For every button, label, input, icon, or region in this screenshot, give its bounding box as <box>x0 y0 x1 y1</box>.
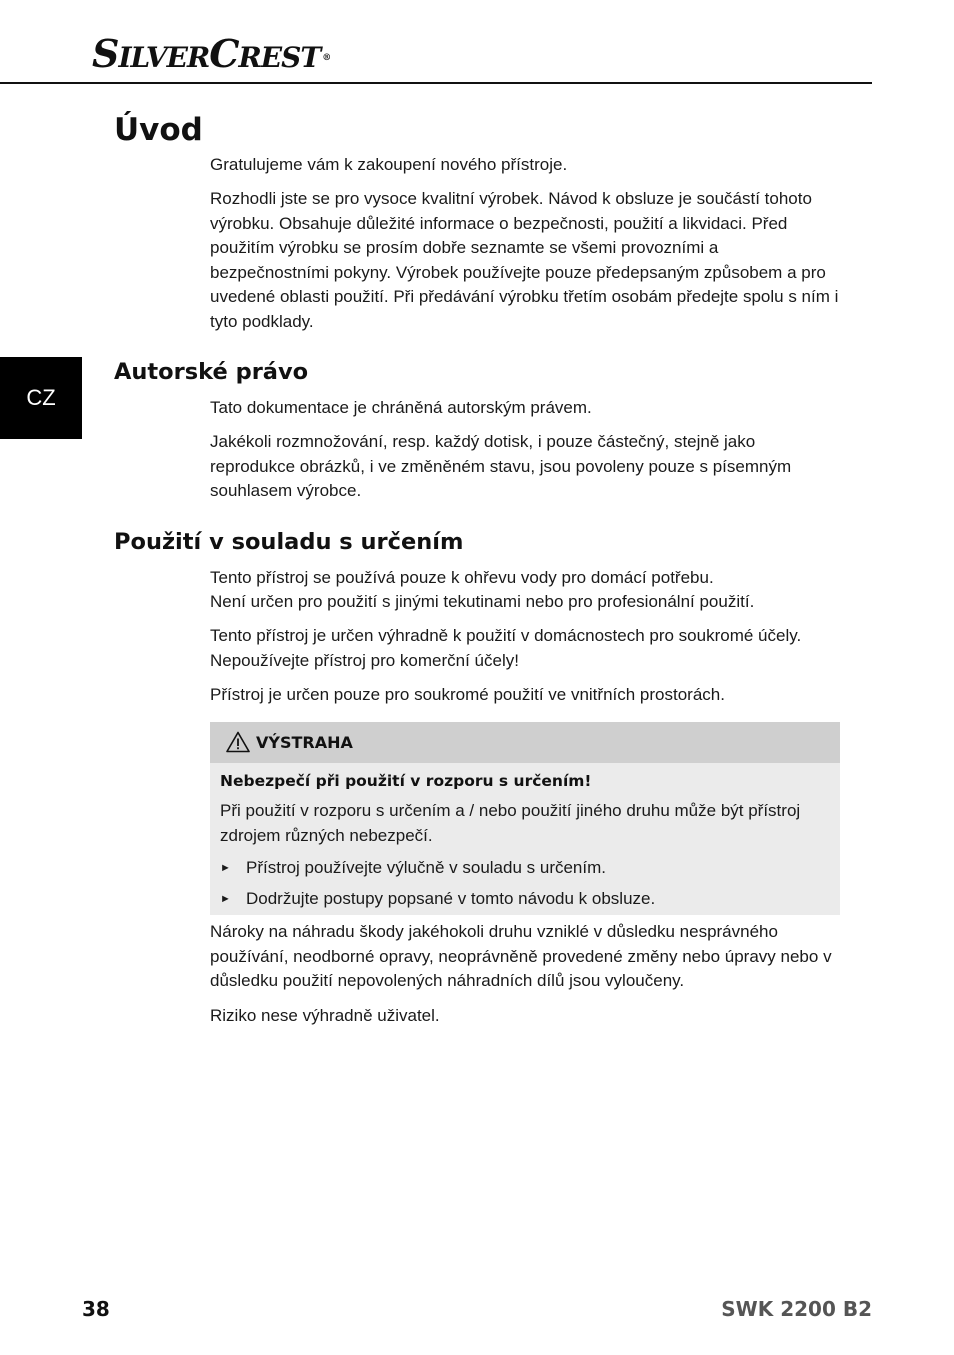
uvod-paragraph-2: Rozhodli jste se pro vysoce kvalitní výrobek. Návod k obsluze je součástí tohoto výrobku. Obsahuje důležité informace o bezpečnosti, použití a likvidaci. Před použitím výrobku se prosím dobře seznamte se všemi provozními a bezpečnostními pokyny. Výrobek používejte pouze předepsaným způsobem a pro uvedené oblasti použití. Při předávání výrobku třetím osobám předejte spolu s ním i tyto podklady. <box>210 189 839 331</box>
logo-part: C <box>209 31 239 76</box>
bullet-arrow-icon: ► <box>220 862 231 874</box>
header-divider <box>0 82 872 84</box>
list-item <box>220 856 606 880</box>
pouziti-paragraph-2b: Nepoužívejte přístroj pro komerční účely! <box>210 651 519 670</box>
autorske-paragraph-1: Tato dokumentace je chráněná autorským právem. <box>210 398 592 417</box>
warning-label: VÝSTRAHA <box>256 733 353 752</box>
section-title-pouziti: Použití v souladu s určením <box>114 529 464 555</box>
section-title-autorske: Autorské právo <box>114 359 309 385</box>
bullet-text: Přístroj používejte výlučně v souladu s určením. <box>246 858 606 877</box>
logo-part: REST <box>238 41 321 74</box>
pouziti-paragraph-5: Riziko nese výhradně uživatel. <box>210 1006 440 1025</box>
pouziti-paragraph-2a: Tento přístroj je určen výhradně k použití v domácnostech pro soukromé účely. <box>210 626 802 645</box>
model-number: SWK 2200 B2 <box>721 1297 872 1321</box>
pouziti-paragraph-1b: Není určen pro použití s jinými tekutinami nebo pro profesionální použití. <box>210 592 755 611</box>
logo-part: ILVER <box>118 41 210 74</box>
warning-triangle-icon <box>226 731 250 753</box>
page-number: 38 <box>82 1297 110 1321</box>
language-tab: CZ <box>0 357 82 439</box>
section-title-uvod: Úvod <box>114 112 203 148</box>
warning-text: Při použití v rozporu s určením a / nebo použití jiného druhu může být přístroj zdrojem různých nebezpečí. <box>220 801 801 845</box>
warning-header <box>210 722 840 763</box>
logo-part: S <box>92 31 119 76</box>
warning-box <box>210 722 840 915</box>
silvercrest-logo <box>92 31 331 76</box>
pouziti-paragraph-1a: Tento přístroj se používá pouze k ohřevu vody pro domácí potřebu. <box>210 568 714 587</box>
registered-mark: ® <box>322 53 331 63</box>
bullet-arrow-icon: ► <box>220 893 231 905</box>
uvod-paragraph-1: Gratulujeme vám k zakoupení nového přístroje. <box>210 155 568 174</box>
pouziti-paragraph-3: Přístroj je určen pouze pro soukromé použití ve vnitřních prostorách. <box>210 685 725 704</box>
warning-subtitle: Nebezpečí při použití v rozporu s určením! <box>220 772 592 790</box>
pouziti-paragraph-4: Nároky na náhradu škody jakéhokoli druhu vzniklé v důsledku nesprávného používání, neodborné opravy, neoprávněně provedené změny nebo úpravy nebo v důsledku použití nepovolených náhradních dílů jsou vyloučeny. <box>210 922 832 991</box>
bullet-text: Dodržujte postupy popsané v tomto návodu k obsluze. <box>246 889 656 908</box>
list-item <box>220 887 655 911</box>
autorske-paragraph-2: Jakékoli rozmnožování, resp. každý dotisk, i pouze částečný, stejně jako reprodukce obrázků, i ve změněném stavu, jsou povoleny pouze s písemným souhlasem výrobce. <box>210 432 792 501</box>
